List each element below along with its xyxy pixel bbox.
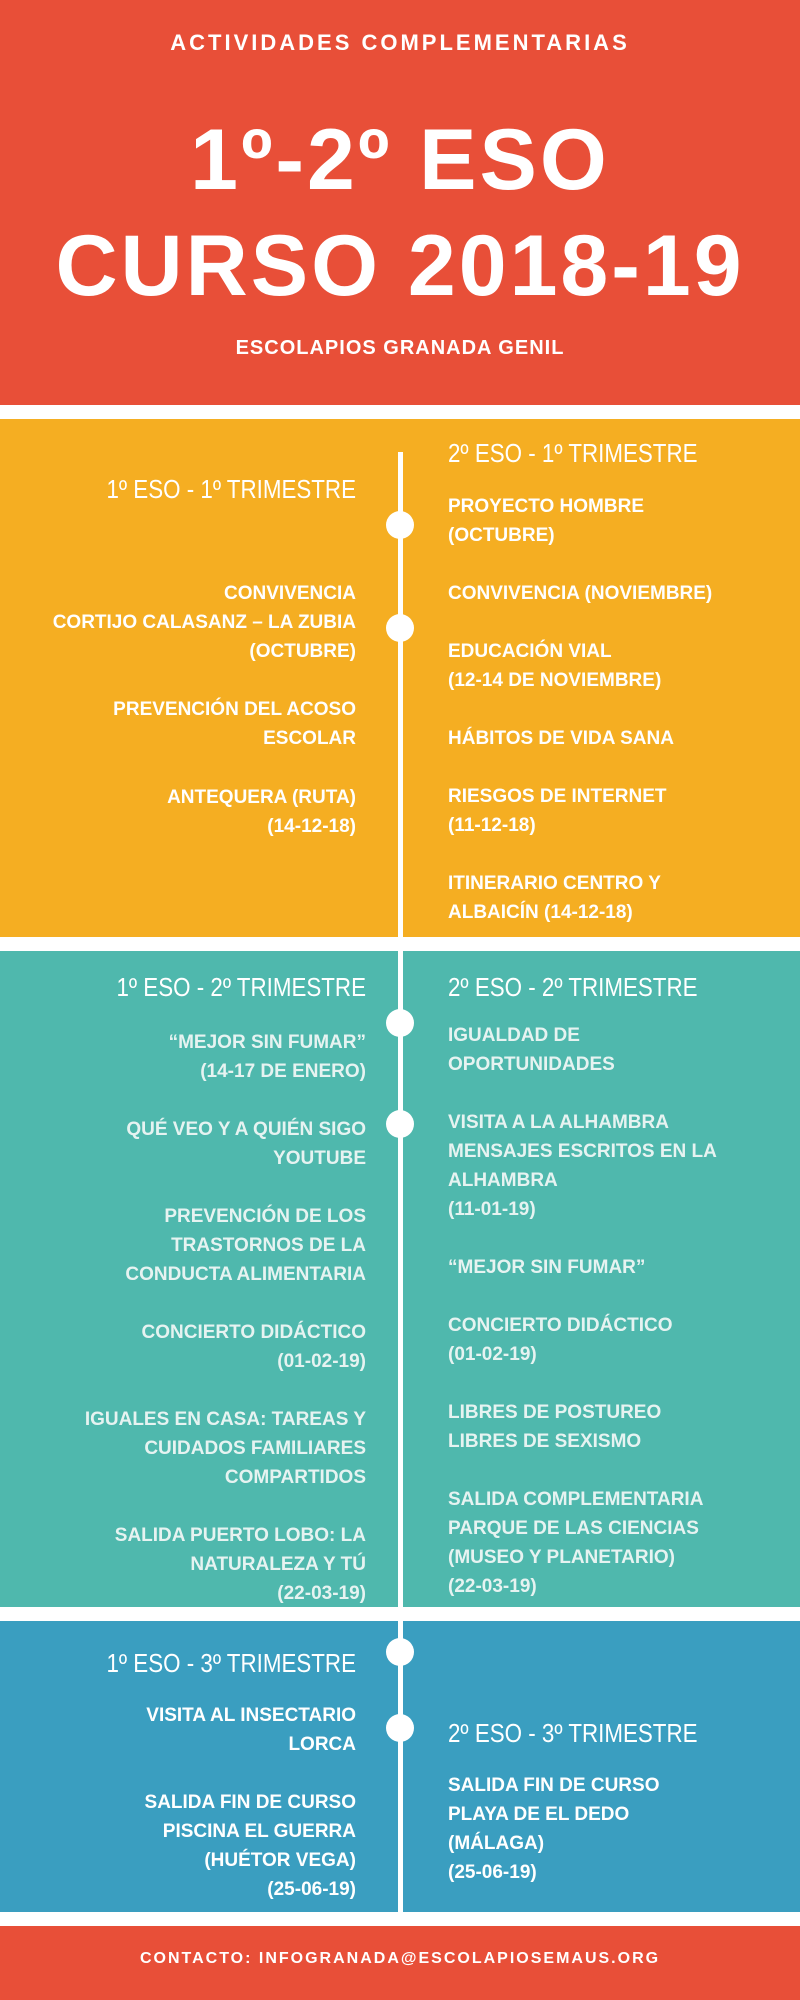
term-2-left-item: CONCIERTO DIDÁCTICO (01-02-19)	[141, 1322, 366, 1372]
school-name: ESCOLAPIOS GRANADA GENIL	[235, 337, 565, 359]
timeline-dot	[386, 1009, 414, 1037]
timeline-dot	[386, 1714, 414, 1742]
term-2-right-item: CONCIERTO DIDÁCTICO (01-02-19)	[448, 1315, 673, 1365]
timeline-dot	[386, 1110, 414, 1138]
term-1-right-item: PROYECTO HOMBRE (OCTUBRE)	[448, 496, 645, 546]
term-2-right-item: LIBRES DE POSTUREO LIBRES DE SEXISMO	[448, 1402, 662, 1452]
term-3-right-heading: 2º ESO - 3º TRIMESTRE	[448, 1718, 698, 1748]
main-title-grades: 1º-2º ESO	[190, 112, 610, 208]
term-2-right-heading: 2º ESO - 2º TRIMESTRE	[448, 972, 698, 1002]
timeline-dot	[386, 1638, 414, 1666]
main-title-year: CURSO 2018-19	[55, 218, 745, 314]
term-2-right-item: IGUALDAD DE OPORTUNIDADES	[448, 1025, 615, 1075]
term-1-right-item: EDUCACIÓN VIAL (12-14 DE NOVIEMBRE)	[448, 641, 662, 691]
term-3-left-item: SALIDA FIN DE CURSO PISCINA EL GUERRA (HUÉTOR VEGA) (25-06-19)	[144, 1792, 356, 1900]
term-2-left-item: IGUALES EN CASA: TAREAS Y CUIDADOS FAMILIARES COMPARTIDOS	[84, 1409, 366, 1488]
term-2-right-item: VISITA A LA ALHAMBRA MENSAJES ESCRITOS EN LA ALHAMBRA (11-01-19)	[448, 1112, 717, 1220]
term-1-left-item: PREVENCIÓN DEL ACOSO ESCOLAR	[113, 699, 356, 749]
term-2-right-item: “MEJOR SIN FUMAR”	[448, 1257, 646, 1278]
term-1-right-item: CONVIVENCIA (NOVIEMBRE)	[448, 583, 713, 604]
term-3-left-heading: 1º ESO - 3º TRIMESTRE	[106, 1648, 356, 1678]
term-3-left-item: VISITA AL INSECTARIO LORCA	[146, 1705, 356, 1755]
term-1-left-item: ANTEQUERA (RUTA) (14-12-18)	[167, 787, 356, 837]
term-1-right-item: RIESGOS DE INTERNET (11-12-18)	[448, 786, 667, 836]
term-1-right-heading: 2º ESO - 1º TRIMESTRE	[448, 438, 698, 468]
header-banner	[0, 0, 800, 405]
timeline-line	[398, 452, 403, 1916]
term-2-left-item: SALIDA PUERTO LOBO: LA NATURALEZA Y TÚ (22-03-19)	[114, 1525, 366, 1604]
term-1-right-item: HÁBITOS DE VIDA SANA	[448, 728, 674, 749]
timeline-dot	[386, 614, 414, 642]
term-2-left-heading: 1º ESO - 2º TRIMESTRE	[116, 972, 366, 1002]
term-1-left-heading: 1º ESO - 1º TRIMESTRE	[106, 474, 356, 504]
timeline-dot	[386, 511, 414, 539]
term-1-right-item: ITINERARIO CENTRO Y ALBAICÍN (14-12-18)	[448, 873, 661, 923]
term-2-left-item: “MEJOR SIN FUMAR” (14-17 DE ENERO)	[168, 1032, 366, 1082]
term-2-right-item: SALIDA COMPLEMENTARIA PARQUE DE LAS CIENCIAS (MUSEO Y PLANETARIO) (22-03-19)	[448, 1489, 704, 1597]
term-3-right-item: SALIDA FIN DE CURSO PLAYA DE EL DEDO (MÁLAGA) (25-06-19)	[448, 1775, 660, 1883]
term-2-left-item: QUÉ VEO Y A QUIÉN SIGO YOUTUBE	[126, 1119, 366, 1169]
footer-banner	[0, 1926, 800, 2000]
kicker-title: ACTIVIDADES COMPLEMENTARIAS	[170, 30, 630, 55]
contact-email[interactable]: CONTACTO: INFOGRANADA@ESCOLAPIOSEMAUS.ORG	[139, 1950, 661, 1967]
term-2-left-item: PREVENCIÓN DE LOS TRASTORNOS DE LA CONDUCTA ALIMENTARIA	[125, 1206, 366, 1285]
term-1-left-item: CONVIVENCIA CORTIJO CALASANZ – LA ZUBIA (OCTUBRE)	[52, 583, 356, 662]
